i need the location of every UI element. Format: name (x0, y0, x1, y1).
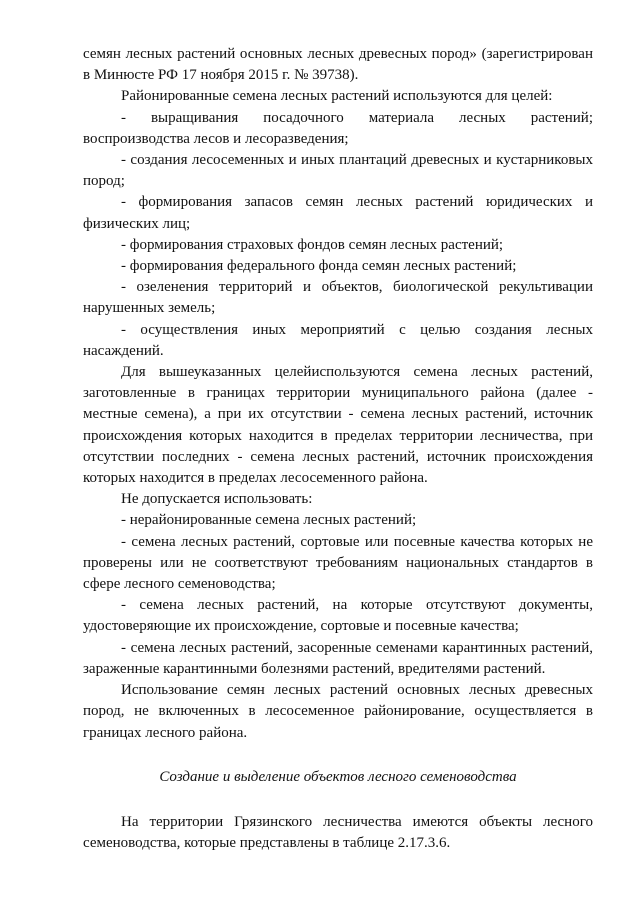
list-item: - озеленения территорий и объектов, биологической рекультивации нарушенных земель; (83, 279, 593, 317)
body-text-bottom (83, 812, 593, 854)
list-item: - семена лесных растений, на которые отсутствуют документы, удостоверяющие их происхождение, сортовые и посевные качества; (83, 597, 593, 635)
paragraph: Районированные семена лесных растений используются для целей: (121, 88, 553, 105)
paragraph: Не допускается использовать: (121, 491, 313, 508)
section-heading: Создание и выделение объектов лесного семеноводства (159, 768, 517, 785)
list-item: - осуществления иных мероприятий с целью создания лесных насаждений. (83, 321, 593, 359)
list-item: - формирования запасов семян лесных растений юридических и физических лиц; (83, 194, 593, 232)
list-item: - семена лесных растений, сортовые или посевные качества которых не проверены или не соответствуют требованиям национальных стандартов в сфере лесного семеноводства; (83, 533, 593, 593)
paragraph: Использование семян лесных растений основных лесных древесных пород, не включенных в лесосеменное районирование, осуществляется в границах лесного района. (83, 682, 593, 741)
paragraph: На территории Грязинского лесничества имеются объекты лесного семеноводства, которые представлены в таблице 2.17.3.6. (83, 813, 593, 852)
paragraph: семян лесных растений основных лесных древесных пород» (зарегистрирован в Минюсте РФ 17 ноября 2015 г. № 39738). (83, 46, 593, 84)
list-item: - семена лесных растений, засоренные семенами карантинных растений, зараженные карантинными болезнями растений, вредителями растений. (83, 639, 593, 677)
list-item: - выращивания посадочного материала лесных растений; воспроизводства лесов и лесоразведения; (83, 109, 593, 147)
document-page (83, 44, 593, 854)
list-item: - формирования страховых фондов семян лесных растений; (121, 236, 504, 253)
list-item: - формирования федерального фонда семян лесных растений; (121, 258, 517, 275)
paragraph: Для вышеуказанных целейиспользуются семена лесных растений, заготовленные в границах территории муниципального района (далее - местные семена), а при их отсутствии - семена лесных растений, источник происхождения которых находится в пределах территории лесничества, при отсутствии последних - семена лесных растений, источник происхождения которых находится в пределах лесосеменного района. (83, 364, 593, 487)
list-item: - нерайонированные семена лесных растений; (121, 512, 417, 529)
list-item: - создания лесосеменных и иных плантаций древесных и кустарниковых пород; (83, 152, 593, 190)
body-text-top (83, 44, 593, 744)
